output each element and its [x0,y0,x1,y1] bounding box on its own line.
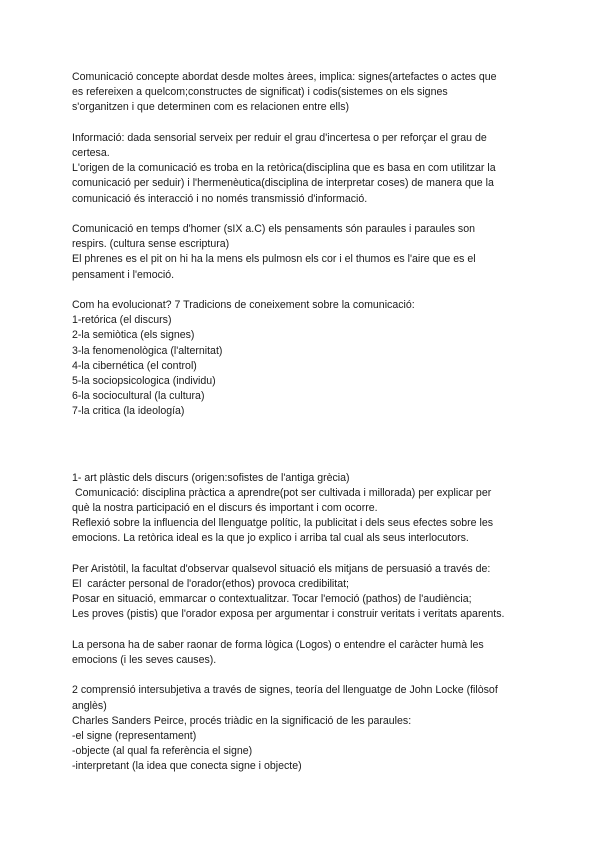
text-line: La persona ha de saber raonar de forma lògica (Logos) o entendre el caràcter humà les [72,638,484,651]
list-item: -el signe (representament) [72,730,197,743]
paragraph-spacer [72,283,532,298]
text-line: El phrenes es el pit on hi ha la mens els pulmosn els cor i el thumos es l'aire que es el [72,253,476,266]
document-page [72,70,532,775]
list-item: 6-la sociocultural (la cultura) [72,390,205,403]
paragraph-art-plastic [72,471,532,547]
text-line: Comunicació en temps d'homer (sIX a.C) els pensaments són paraules i paraules son [72,223,476,235]
text-line: Informació: dada sensorial serveix per reduir el grau d'incertesa o per reforçar el grau de [72,131,487,144]
text-line: respirs. (cultura sense escriptura) [72,238,230,251]
text-line: El carácter personal de l'orador(ethos) provoca credibilitat; [72,578,350,591]
text-line: 1- art plàstic dels discurs (origen:sofistes de l'antiga grècia) [72,471,350,484]
paragraph-logos [72,638,532,668]
list-item: 4-la cibernética (el control) [72,359,197,372]
text-line: emocions. La retòrica ideal es la que jo explico i arriba tal cual als seus interlocutors. [72,532,469,545]
text-line: Posar en situació, emmarcar o contextualitzar. Tocar l'emoció (pathos) de l'audiència; [72,593,472,606]
text-line: emocions (i les seves causes). [72,654,217,667]
list-item: 5-la sociopsicologica (individu) [72,375,216,388]
text-line: comunicació és interacció i no només transmissió d'informació. [72,192,368,205]
text-line: comunicació per seduir) i l'hermenèutica(disciplina de interpretar coses) de manera que la [72,177,494,190]
section-spacer [72,420,532,471]
text-line: L'origen de la comunicació es troba en la retòrica(disciplina que es basa en com utilitzar la [72,162,496,175]
list-item: 1-retórica (el discurs) [72,314,172,327]
text-line: Reflexió sobre la influencia del llenguatge polític, la publicitat i dels seus efectes sobre les [72,517,494,530]
text-line: Per Aristòtil, la facultat d'observar qualsevol situació els mitjans de persuasió a través de: [72,562,491,575]
list-item: -interpretant (la idea que conecta signe i objecte) [72,760,302,773]
paragraph-homer [72,222,532,283]
list-item: -objecte (al qual fa referència el signe) [72,745,253,758]
list-item: 3-la fenomenològica (l'alternitat) [72,344,223,357]
text-line: Comunicació: disciplina pràctica a aprendre(pot ser cultivada i millorada) per explicar per [72,486,492,499]
paragraph-spacer [72,623,532,638]
paragraph-spacer [72,116,532,131]
text-line: es refereixen a quelcom;constructes de significat) i codis(sistemes on els signes [72,86,448,99]
paragraph-comprensio-intersubjectiva [72,683,532,774]
text-line: s'organitzen i que determinen com es relacionen entre ells) [72,101,350,114]
paragraph-spacer [72,547,532,562]
text-line: Charles Sanders Peirce, procés triàdic en la significació de les paraules: [72,714,412,727]
text-line: Comunicació concepte abordat desde moltes àrees, implica: signes(artefactes o actes que [72,71,497,83]
text-line: pensament i l'emoció. [72,268,175,281]
text-line: 2 comprensió intersubjetiva a través de signes, teoría del llenguatge de John Locke (filòsof [72,684,498,697]
paragraph-spacer [72,207,532,222]
paragraph-informacio [72,131,532,207]
list-heading: Com ha evolucionat? 7 Tradicions de coneixement sobre la comunicació: [72,299,415,311]
list-item: 7-la critica (la ideología) [72,405,185,418]
paragraph-aristotil [72,562,532,623]
list-item: 2-la semiòtica (els signes) [72,329,195,342]
text-line: certesa. [72,147,110,159]
text-line: Les proves (pistis) que l'orador exposa per argumentar i construir veritats i veritats aparents. [72,608,505,621]
text-line: què la nostra participació en el discurs és important i com ocorre. [72,502,378,515]
text-line: anglès) [72,699,107,712]
paragraph-spacer [72,668,532,683]
paragraph-tradicions-list [72,298,532,420]
paragraph-comunicacio-definition [72,70,532,116]
